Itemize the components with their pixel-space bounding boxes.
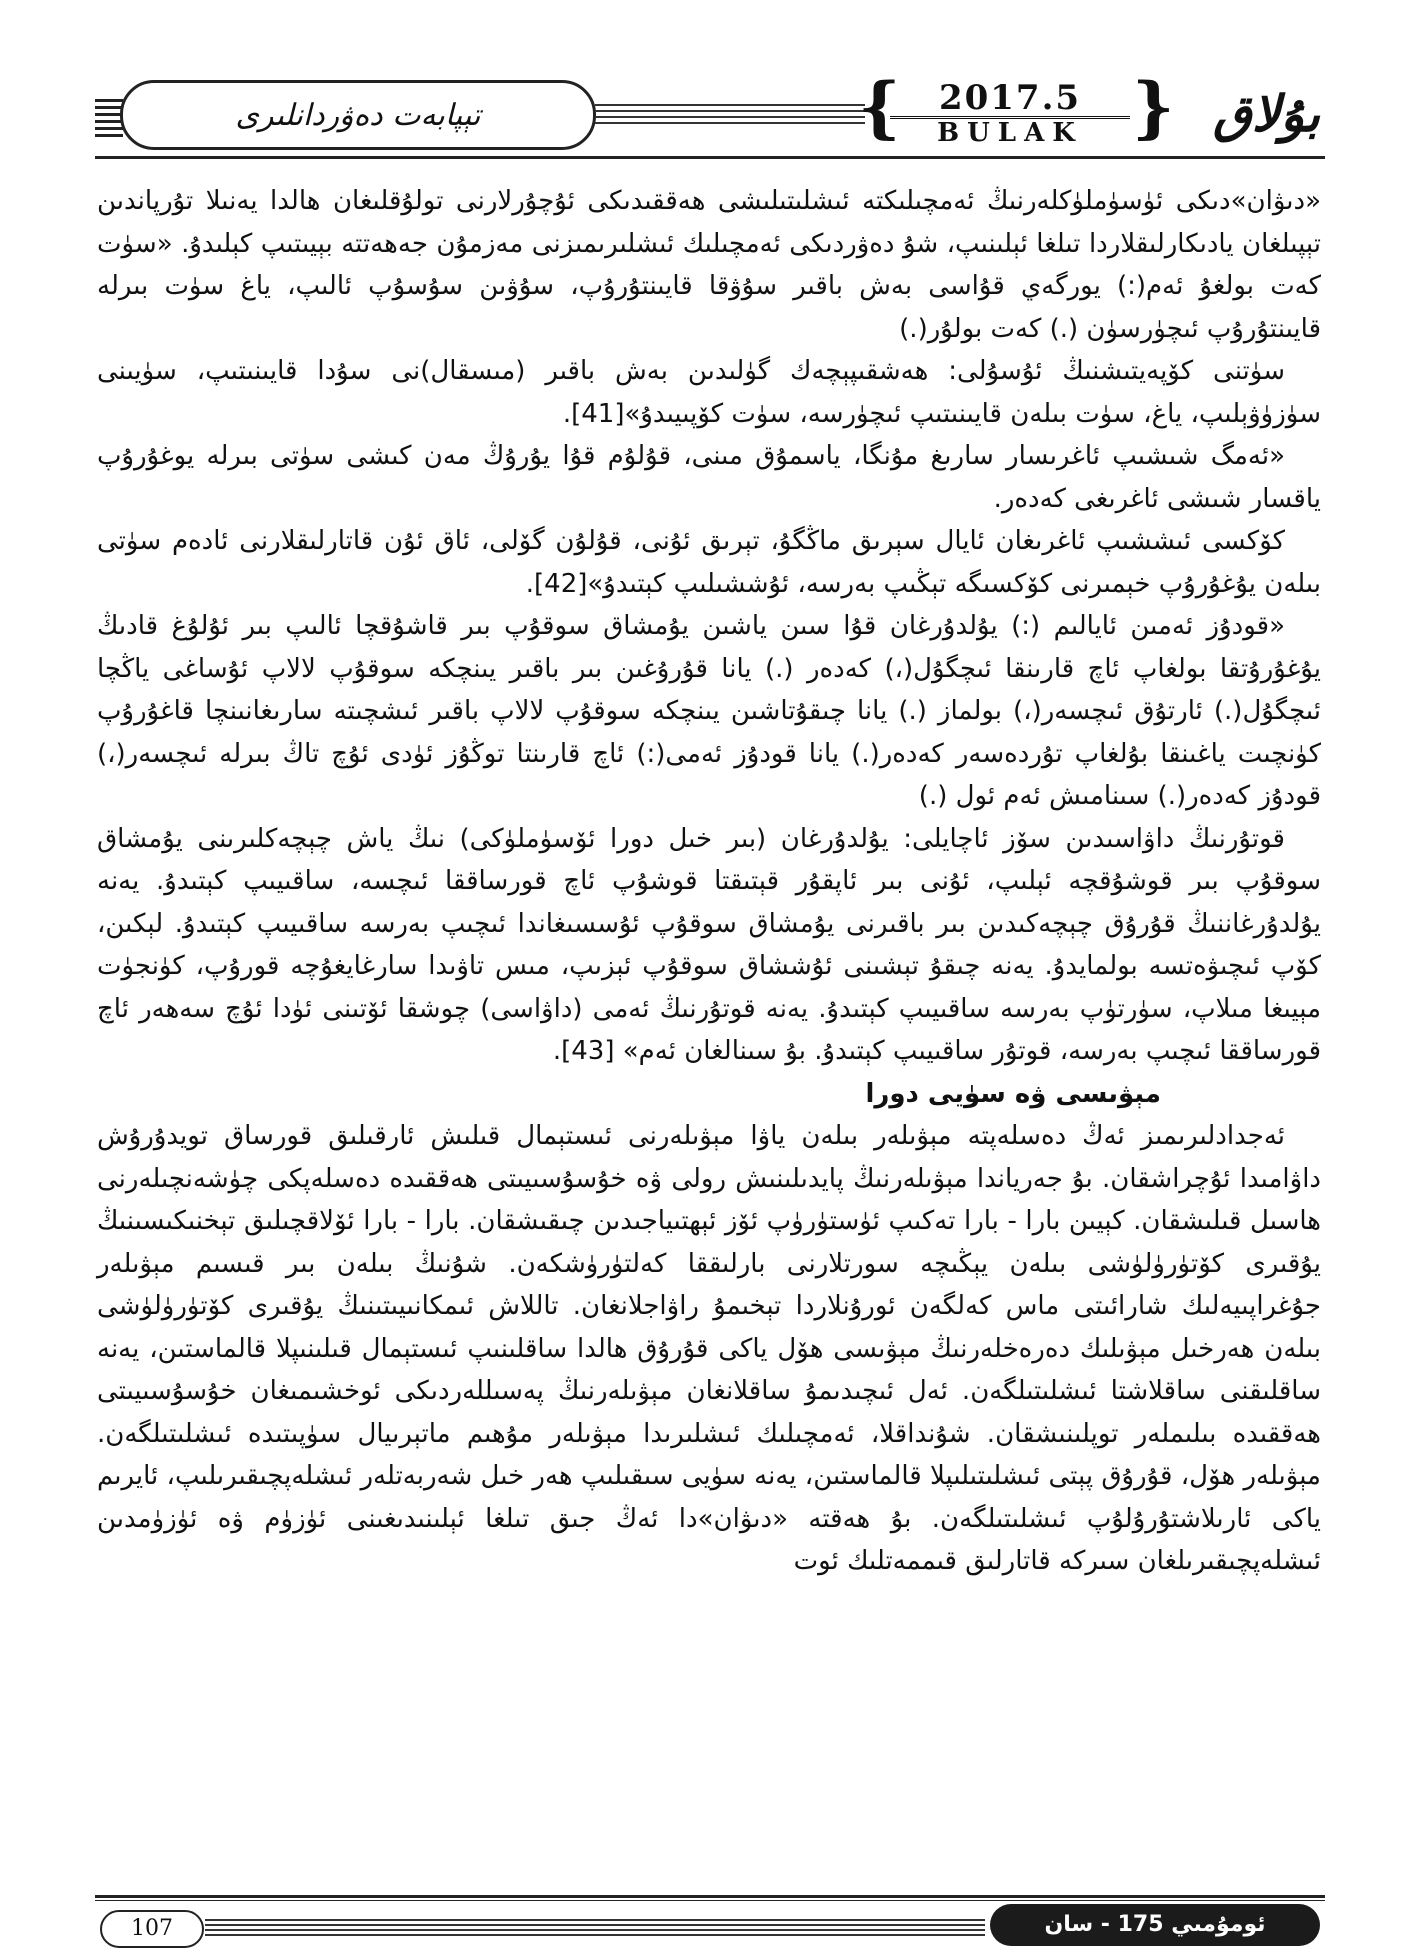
header-rule-lines: [595, 100, 865, 126]
footer-rule-lines: [205, 1916, 985, 1938]
body-paragraph: «قودۇز ئەمىن ئايالىم (:) يۇلدۇرغان قۇا سىن ياشىن يۇمشاق سوقۇپ بىر قاشۇقچا ئالىپ بىر ئۇلۇغ قادىڭ يۇغۇرۇتقا بولغاپ ئاچ قارىنقا ئىچگۇل(،) كەدەر (.) يانا قۇرۇغىن بىر باقىر يىنچكە سوقۇپ لالاپ ئۇساغى ياڭچا ئىچگۇل(.) ئارتۇق ئىچسەر(،) بولماز (.) يانا چىقۇتاشىن يىنچكە سوقۇپ لالاپ باقىر ئىشچىتە سارىغانىنچا قاغۇرۇپ كۈنچىت ياغىنقا بۇلغاپ تۇردەسەر كەدەر(.) يانا قودۇز ئەمى(:) ئاچ قارىنتا توڭۇز ئۈدى ئۇچ تاڭ بىرلە ئىچسەر(،) قودۇز كەدەر(.) سىنامىش ئەم ئول (.): [97, 611, 1321, 811]
magazine-name-latin: BULAK: [937, 118, 1083, 148]
page-number: 107: [100, 1910, 204, 1948]
left-brace-ornament: {: [858, 68, 901, 146]
article-body: [97, 180, 1321, 1583]
body-paragraph: «ئەمگ شىشىپ ئاغرىسار سارىغ مۇنگا، ياسمۇق مىنى، قۇلۇم قۇا يۇرۇڭ مەن كىشى سۈتى بىرلە يوغۇرۇپ ياقسار شىشى ئاغرىغى كەدەر.: [97, 441, 1321, 514]
section-title-text: تېپابەت دەۋردانلىرى: [235, 97, 481, 133]
magazine-logo: بۇلاق: [1212, 84, 1320, 143]
body-paragraph: سۈتنى كۆپەيتىشنىڭ ئۇسۇلى: ھەشقىپېچەك گۈلىدىن بەش باقىر (مىسقال)نى سۇدا قايىنىتىپ، سۈيىنى سۈزۈۋېلىپ، ياغ، سۈت بىلەن قايىنىتىپ ئىچۈرسە، سۈت كۆپىيىدۇ»[41].: [97, 356, 1321, 429]
section-title: [120, 80, 596, 150]
body-paragraph: «دىۋان»دىكى ئۈسۈملۈكلەرنىڭ ئەمچىلىكتە ئىشلىتىلىشى ھەققىدىكى ئۇچۇرلارنى تولۇقلىغان ھالدا يەنىلا تۇرپاندىن تېپىلغان يادىكارلىقلاردا تىلغا ئېلىنىپ، شۇ دەۋردىكى ئەمچىلىك ئىشلىرىمىزنى مەزمۇن جەھەتتە بېيىتىپ كېلىدۇ. «سۈت كەت بولغۇ ئەم(:) يورگەي قۇاسى بەش باقىر سۇۋقا قايىنتۇرۇپ، سۇۋىن سۇسۇپ ئالىپ، ياغ سۈت بىرلە قايىنتۇرۇپ ئىچۈرسۈن (.) كەت بولۇر(.): [97, 186, 1321, 344]
section-subheading: مېۋىسى ۋە سۈيى دورا: [865, 1078, 1161, 1109]
body-paragraph: كۆكسى ئىششىپ ئاغرىغان ئايال سېرىق ماڭگۇ، تېرىق ئۇنى، قۇلۇن گۆلى، ئاق ئۇن قاتارلىقلارنى ئادەم سۈتى بىلەن يۇغۇرۇپ خېمىرنى كۆكسىگە تېڭىپ بەرسە، ئۇششىلىپ كېتىدۇ»[42].: [97, 526, 1321, 599]
footer-divider-thin: [95, 1900, 1325, 1901]
issue-masthead: [890, 80, 1130, 146]
header-divider: [95, 156, 1325, 159]
body-paragraph: قوتۇرنىڭ داۋاسىدىن سۆز ئاچايلى: يۇلدۇرغان (بىر خىل دورا ئۆسۈملۈكى) نىڭ ياش چېچەكلىرىنى يۇمشاق سوقۇپ بىر قوشۇقچە ئېلىپ، ئۇنى بىر ئاپقۇر قېتىقتا قوشۇپ ئاچ قورساققا ئىچسە، ساقىيىپ كېتىدۇ. يەنە يۇلدۇرغاننىڭ قۇرۇق چېچەكىدىن بىر باقىرنى يۇمشاق سوقۇپ ئۇسسىغاندا ئىچىپ بەرسە ساقىيىپ كېتىدۇ. لېكىن، كۆپ ئىچىۋەتسە بولمايدۇ. يەنە چىقۇ تېشىنى ئۇششاق سوقۇپ ئېزىپ، مىس تاۋىدا سارغايغۇچە قورۇپ، كۈنجۈت مېيىغا مىلاپ، سۈرتۈپ بەرسە ساقىيىپ كېتىدۇ. يەنە قوتۇرنىڭ ئەمى (داۋاسى) چوشقا ئۆتىنى ئۈدا ئۇچ سەھەر ئاچ قورساققا ئىچىپ بەرسە، قوتۇر ساقىيىپ كېتىدۇ. بۇ سىنالغان ئەم» [43].: [97, 823, 1321, 1066]
header-left-ornament: [95, 95, 123, 139]
footer-divider: [95, 1895, 1325, 1898]
issue-number-badge: ئومۇمىي 175 - سان: [990, 1904, 1320, 1946]
right-brace-ornament: }: [1132, 68, 1175, 146]
issue-year: 2017.5: [890, 80, 1130, 119]
body-paragraph: ئەجدادلىرىمىز ئەڭ دەسلەپتە مېۋىلەر بىلەن ياۋا مېۋىلەرنى ئىستېمال قىلىش ئارقىلىق قورساق تويدۇرۇش داۋامىدا ئۇچراشقان. بۇ جەرياندا مېۋىلەرنىڭ پايدىلىنىش رولى ۋە خۇسۇسىيىتى ھەققىدە دەسلەپكى چۈشەنچىلەرنى ھاسىل قىلىشقان. كېيىن بارا - بارا تەكىپ ئۈستۈرۈپ ئۆز ئېھتىياجىدىن چىقىشقان. بارا - بارا ئۆلاقچىلىق تېخنىكىسىنىڭ يۇقىرى كۆتۈرۈلۈشى بىلەن يېڭىچە سورتلارنى بارلىققا كەلتۈرۈشكەن. شۇنىڭ بىلەن بىر قىسىم مېۋىلەر جۇغراپىيەلىك شارائىتى ماس كەلگەن ئورۇنلاردا تېخىمۇ راۋاجلانغان. تاللاش ئىمكانىيىتىنىڭ يۇقىرى كۆتۈرۈلۈشى بىلەن ھەرخىل مېۋىلىك دەرەخلەرنىڭ مېۋىسى ھۆل ياكى قۇرۇق ھالدا ساقلىنىپ ئىستېمال قىلىنىپلا قالماستىن، يەنە ساقلىقنى ساقلاشتا ئىشلىتىلگەن. ئەل ئىچىدىمۇ ساقلانغان مېۋىلەرنىڭ پەسىللەردىكى ئوخشىمىغان خۇسۇسىيىتى ھەققىدە بىلىملەر توپلىنىشقان. شۇنداقلا، ئەمچىلىك ئىشلىرىدا مېۋىلەر مۇھىم ماتېرىيال سۈپىتىدە ئىشلىتىلگەن. مېۋىلەر ھۆل، قۇرۇق پېتى ئىشلىتىلىپلا قالماستىن، يەنە سۈيى سىقىلىپ ھەر خىل شەربەتلەر ئىشلەپچىقىرىلىپ، ئايرىم ياكى ئارىلاشتۇرۇلۇپ ئىشلىتىلگەن. بۇ ھەقتە «دىۋان»دا ئەڭ جىق تىلغا ئېلىنىدىغىنى ئۈزۈم ۋە ئۈزۈمدىن ئىشلەپچىقىرىلغان سىركە قاتارلىق قىممەتلىك ئوت: [97, 1121, 1321, 1576]
